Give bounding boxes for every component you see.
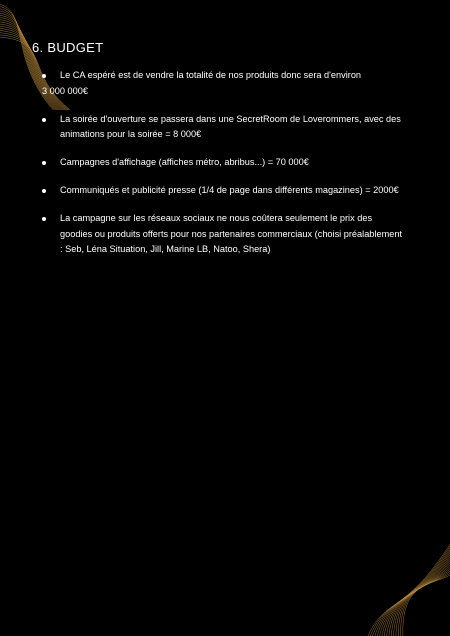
budget-list	[42, 68, 402, 270]
bullet-icon	[42, 189, 46, 193]
bullet-icon	[42, 161, 46, 165]
list-item-text: La campagne sur les réseaux sociaux ne nous coûtera seulement le prix des goodies ou produits offerts pour nos partenaires commerciaux (choisi préalablement : Seb, Léna Situation, Jill, Marine LB, Natoo, Shera)	[60, 213, 402, 254]
list-item-text: Communiqués et publicité presse (1/4 de page dans différents magazines) = 2000€	[60, 185, 399, 195]
list-item	[42, 112, 402, 143]
list-item-text: La soirée d'ouverture se passera dans une SecretRoom de Loverommers, avec des animations pour la soirée = 8 000€	[60, 113, 401, 139]
list-item-text-tail: 3 000 000€	[42, 85, 88, 96]
page-title: 6. BUDGET	[32, 40, 104, 55]
list-item	[42, 183, 402, 199]
bullet-icon	[42, 118, 46, 122]
bullet-icon	[42, 217, 46, 221]
list-item	[42, 211, 402, 258]
list-item-text: Le CA espéré est de vendre la totalité de nos produits donc sera d'environ	[60, 70, 362, 80]
bullet-icon	[42, 74, 46, 78]
list-item	[42, 68, 402, 99]
list-item-text: Campagnes d'affichage (affiches métro, abribus...) = 70 000€	[60, 157, 309, 167]
gold-wave-decoration-bottom-right	[365, 541, 450, 636]
list-item	[42, 155, 402, 171]
